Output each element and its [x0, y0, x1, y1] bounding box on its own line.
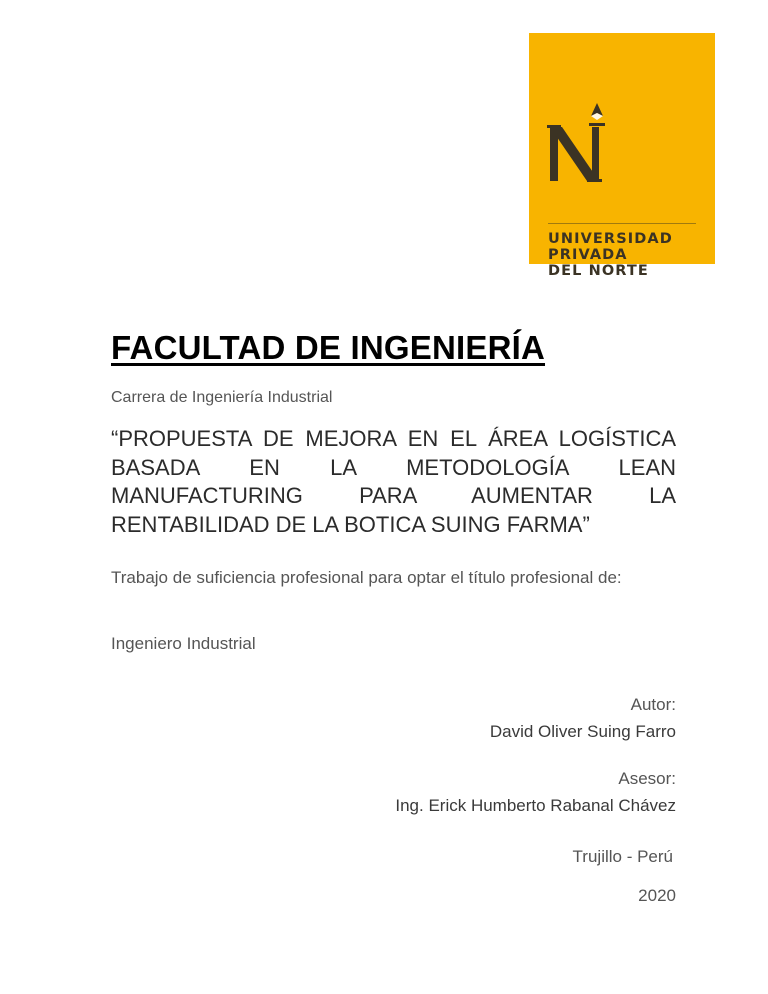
degree-name: Ingeniero Industrial [111, 634, 256, 653]
faculty-heading: FACULTAD DE INGENIERÍA [111, 329, 546, 366]
logo-text-line-2: PRIVADA [548, 247, 628, 263]
logo-text-line-1: UNIVERSIDAD [548, 231, 673, 247]
career-name: Carrera de Ingeniería Industrial [111, 389, 333, 406]
advisor-name: Ing. Erick Humberto Rabanal Chávez [395, 796, 676, 815]
author-name: David Oliver Suing Farro [489, 722, 676, 741]
advisor-label: Asesor: [618, 769, 676, 788]
logo-text-line-3: DEL NORTE [548, 263, 649, 279]
author-label: Autor: [630, 695, 676, 714]
university-logo [529, 33, 715, 279]
upn-n-monogram-icon [529, 33, 715, 203]
place: Trujillo - Perú [572, 847, 673, 866]
logo-divider [548, 223, 696, 224]
work-type: Trabajo de suficiencia profesional para optar el título profesional de: [111, 568, 622, 587]
year: 2020 [638, 886, 676, 905]
thesis-title: “PROPUESTA DE MEJORA EN EL ÁREA LOGÍSTICA BASADA EN LA METODOLOGÍA LEAN MANUFACTURING PARA AUMENTAR LA RENTABILIDAD DE LA BOTICA SUING FARMA” [111, 426, 676, 537]
